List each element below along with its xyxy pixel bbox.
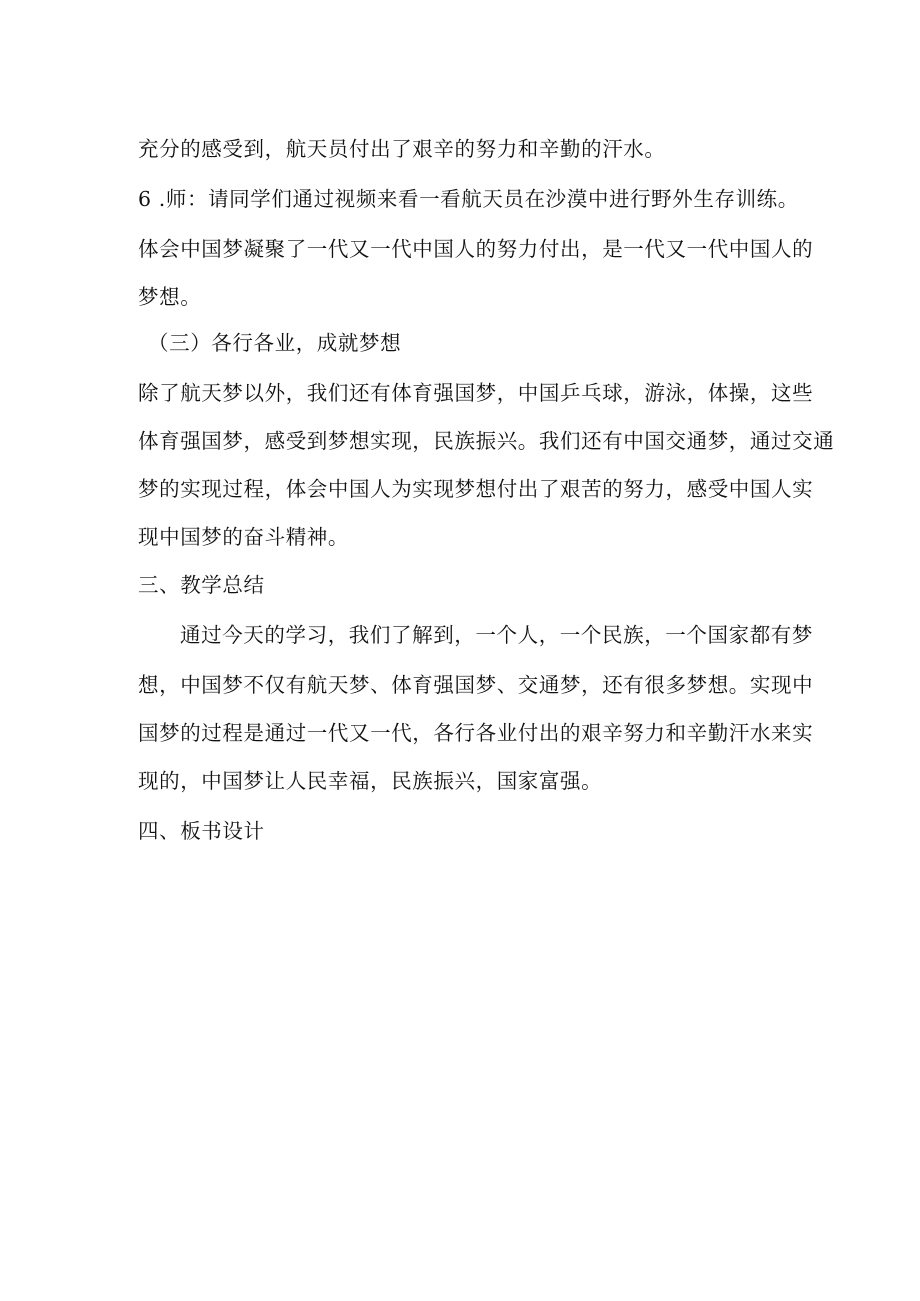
paragraph-line: 国梦的过程是通过一代又一代，各行各业付出的艰辛努力和辛勤汗水来实 <box>138 721 814 745</box>
section-heading-summary: 三、教学总结 <box>138 573 265 597</box>
paragraph-line: 梦想。 <box>138 285 202 309</box>
paragraph-line: 体会中国梦凝聚了一代又一代中国人的努力付出，是一代又一代中国人的 <box>138 237 814 261</box>
paragraph-line: 现中国梦的奋斗精神。 <box>138 525 349 549</box>
numbered-item-6: 6 .师：请同学们通过视频来看一看航天员在沙漠中进行野外生存训练。 <box>138 187 799 211</box>
paragraph-line: 体育强国梦，感受到梦想实现，民族振兴。我们还有中国交通梦，通过交通 <box>138 429 835 453</box>
paragraph-line: 充分的感受到，航天员付出了艰辛的努力和辛勤的汗水。 <box>138 137 666 161</box>
paragraph-line: 梦的实现过程，体会中国人为实现梦想付出了艰苦的努力，感受中国人实 <box>138 477 814 501</box>
paragraph-line: 通过今天的学习，我们了解到，一个人，一个民族，一个国家都有梦 <box>180 623 813 647</box>
paragraph-line: 想，中国梦不仅有航天梦、体育强国梦、交通梦，还有很多梦想。实现中 <box>138 673 814 697</box>
paragraph-line: 现的，中国梦让人民幸福，民族振兴，国家富强。 <box>138 769 603 793</box>
subsection-heading: （三）各行各业，成就梦想 <box>148 331 402 355</box>
paragraph-line: 除了航天梦以外，我们还有体育强国梦，中国乒乓球，游泳，体操，这些 <box>138 381 814 405</box>
section-heading-board-design: 四、板书设计 <box>138 819 265 843</box>
